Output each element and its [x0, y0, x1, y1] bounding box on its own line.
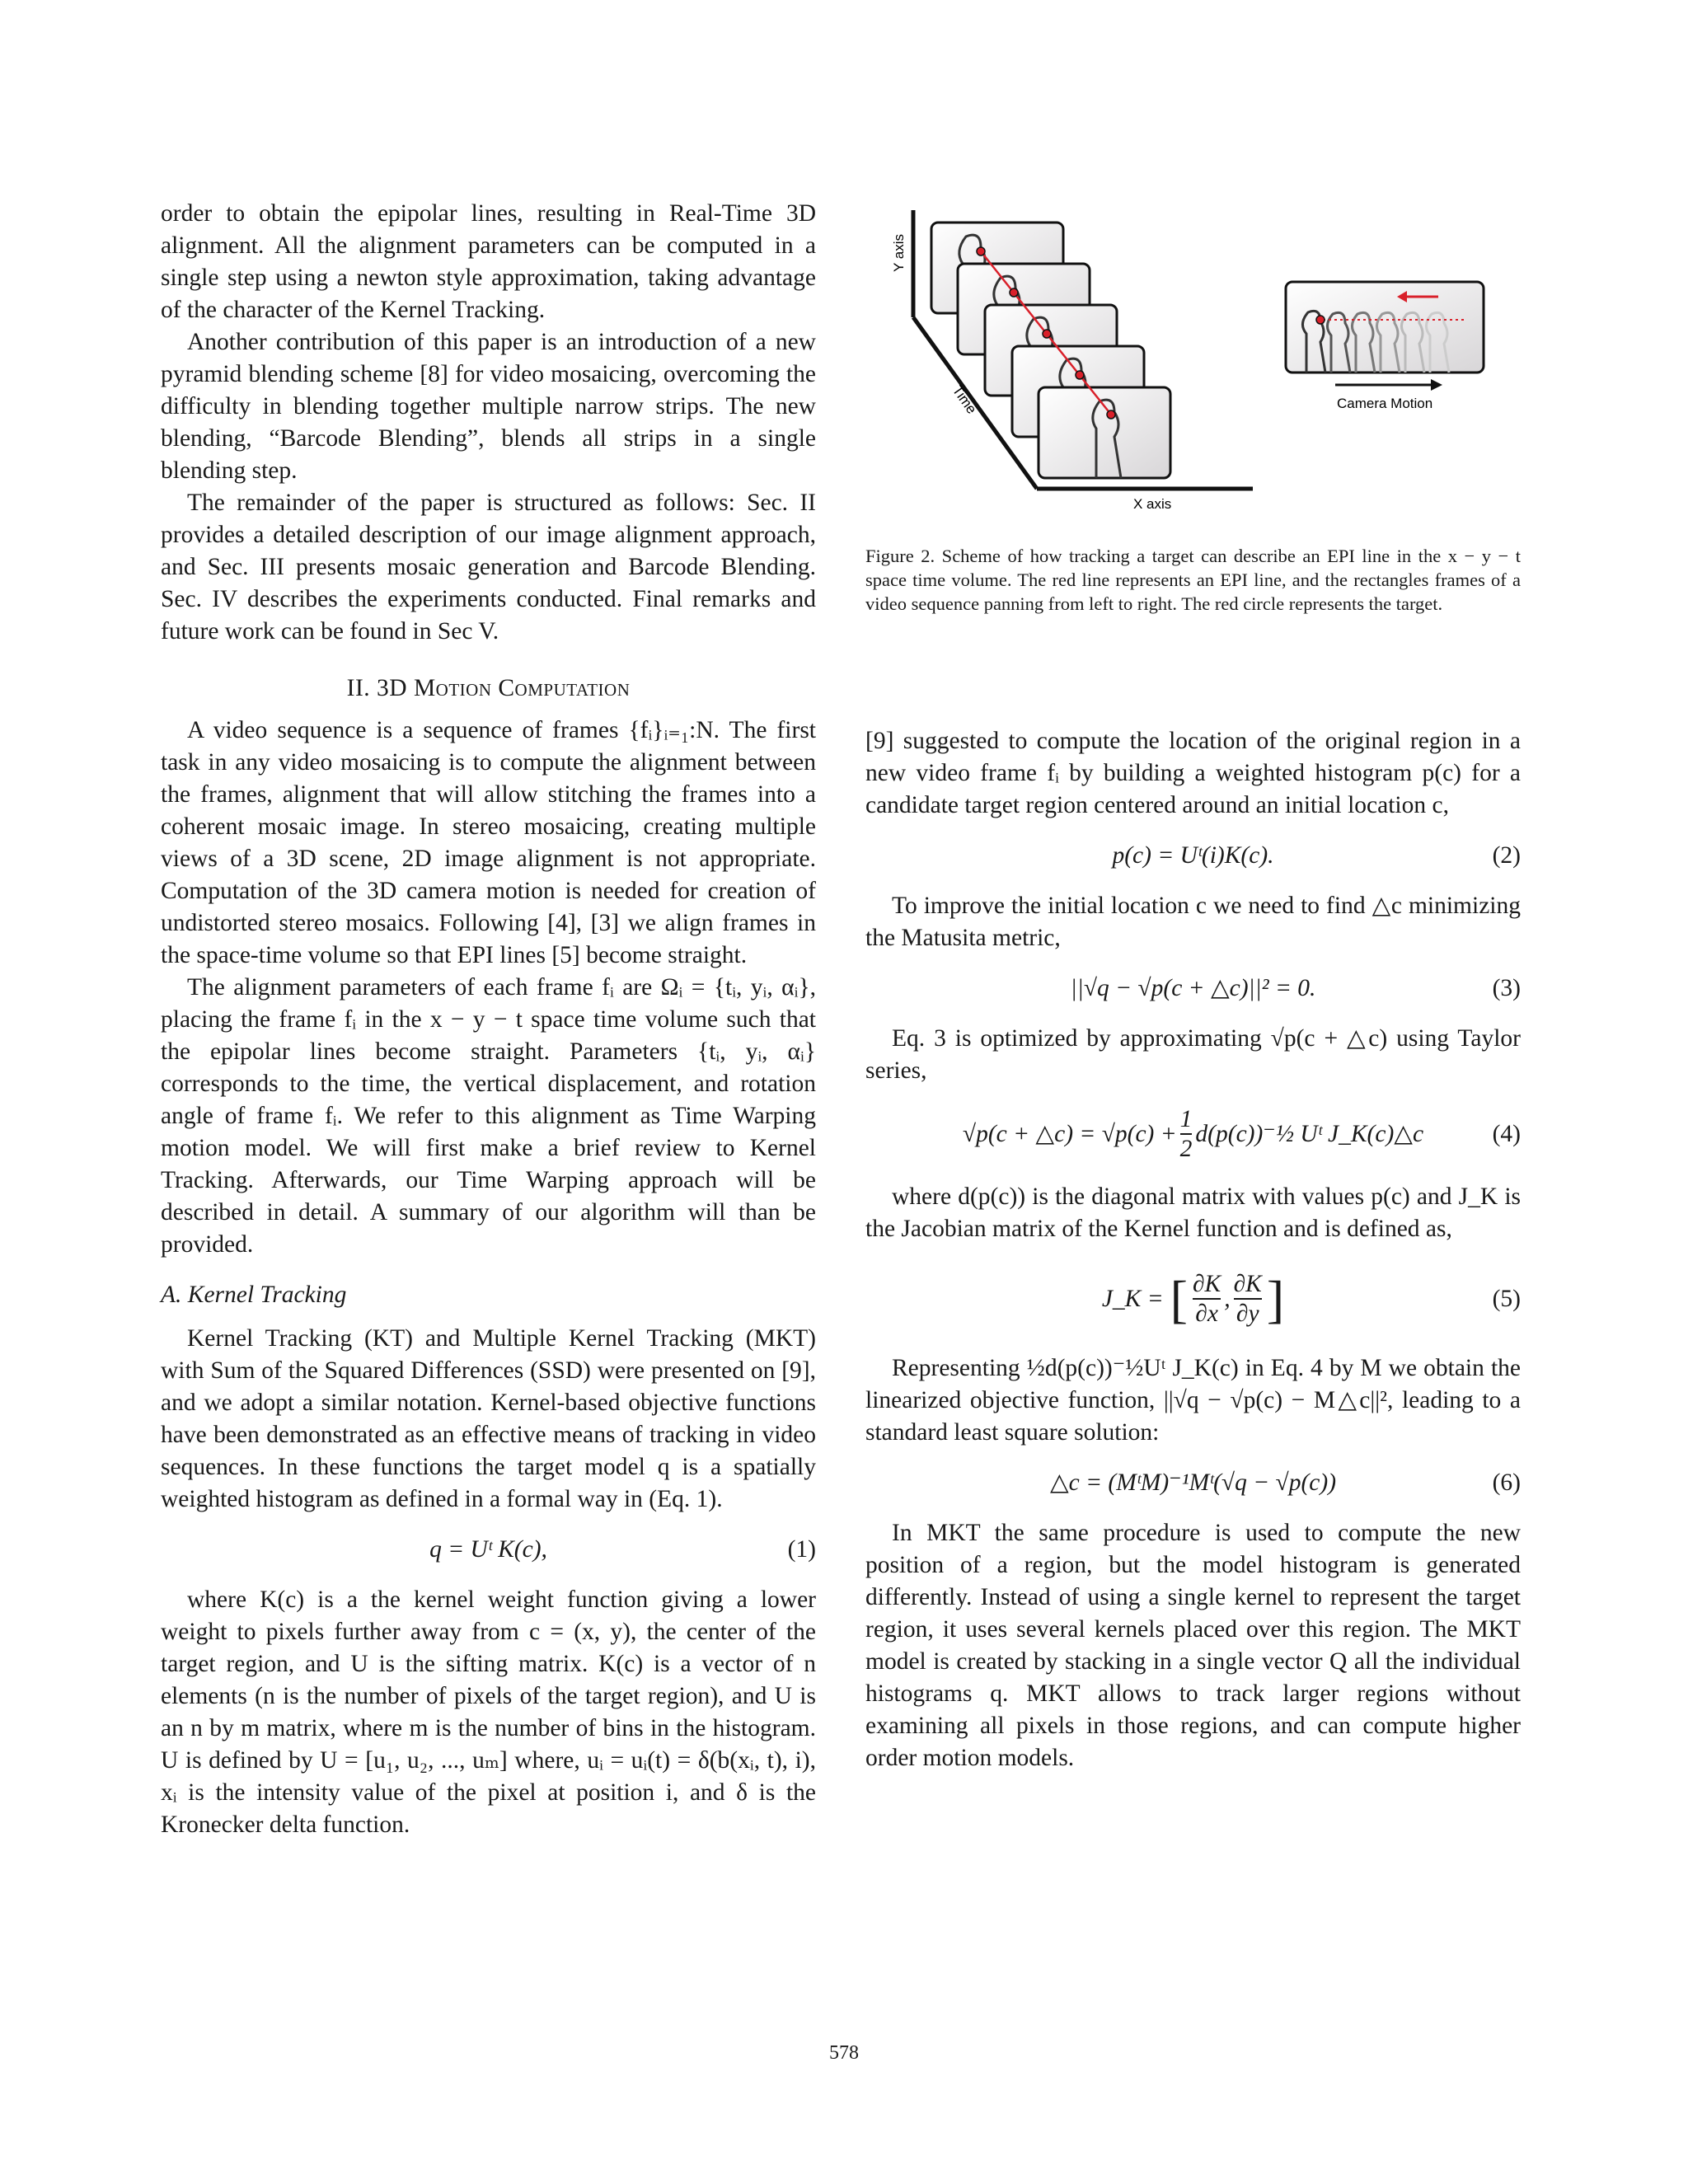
equation-left: J_K = — [1101, 1285, 1164, 1312]
paragraph: A video sequence is a sequence of frames {fᵢ}ᵢ₌₁:N. The first task in any video mosaicing is to compute the alignment between the frames, alignment that will allow stitching the frames into a coherent mosaic image. In stereo mosaicing, creating multiple views of a 3D scene, 2D image alignment is not appropriate. Computation of the 3D camera motion is needed for creation of undistorted stereo mosaics. Following [4], [3] we align frames in the space-time volume so that EPI lines [5] become straight. — [161, 717, 816, 968]
equation-number: (2) — [1492, 842, 1521, 869]
target-marker — [1076, 371, 1084, 379]
equation-left: √p(c + △c) = √p(c) + — [962, 1120, 1177, 1147]
denominator: 2 — [1179, 1136, 1193, 1162]
paragraph: Kernel Tracking (KT) and Multiple Kernel Tracking (MKT) with Sum of the Squared Differences (SSD) were presented on [9], and we adopt a similar notation. Kernel-based objective functions have been demonstrated as an effective means of tracking in video sequences. In these functions the target model q is a spatially weighted histogram as defined in a formal way in (Eq. 1). — [161, 1325, 816, 1512]
equation-right: d(p(c))⁻½ Uᵗ J_K(c)△c — [1195, 1120, 1424, 1147]
equation-3 — [865, 972, 1521, 1005]
target-marker — [1010, 288, 1018, 297]
subsection-title: A. Kernel Tracking — [161, 1282, 347, 1308]
denominator: ∂x — [1195, 1301, 1218, 1327]
target-marker — [1107, 410, 1115, 419]
equation-body: ||√q − √p(c + △c)||² = 0. — [1070, 975, 1316, 1001]
camera-motion-panel — [1286, 282, 1484, 373]
equation-6 — [865, 1467, 1521, 1499]
right-column — [865, 725, 1521, 1774]
equation-number: (1) — [787, 1536, 816, 1563]
denominator: ∂y — [1236, 1301, 1259, 1327]
paragraph: The remainder of the paper is structured as follows: Sec. II provides a detailed description of our image alignment approach, and Sec. III presents mosaic generation and Barcode Blending. Sec. IV describes the experiments conducted. Final remarks and future work can be found in Sec V. — [161, 490, 816, 644]
page-number: 578 — [829, 2042, 859, 2064]
paragraph: where d(p(c)) is the diagonal matrix with values p(c) and J_K is the Jacobian matrix of the Kernel function and is defined as, — [865, 1183, 1521, 1242]
equation-4 — [865, 1105, 1521, 1163]
target-marker — [977, 247, 985, 255]
paragraph: The alignment parameters of each frame fᵢ are Ωᵢ = {tᵢ, yᵢ, αᵢ}, placing the frame fᵢ in the x − y − t space time volume such that the epipolar lines become straight. Parameters {tᵢ, yᵢ, αᵢ} corresponds to the time, the vertical displacement, and rotation angle of frame fᵢ. We refer to this alignment as Time Warping motion model. We will first make a brief review to Kernel Tracking. Afterwards, our Time Warping approach will be described in detail. A summary of our algorithm will than be provided. — [161, 974, 816, 1258]
equation-5: J_K = [ $\frac{\partial K}{\partial x}$ , $\frac{\partial K}{\partial y}$ ] (5) — [1101, 1269, 1521, 1329]
equation-number: (3) — [1492, 975, 1521, 1001]
equation-body: q = Uᵗ K(c), — [429, 1536, 547, 1563]
camera-motion-label: Camera Motion — [1337, 396, 1433, 411]
equation-number: (5) — [1492, 1285, 1521, 1312]
fraction — [1193, 1270, 1221, 1328]
equation-number: (6) — [1492, 1469, 1521, 1496]
left-column — [161, 198, 816, 1841]
camera-motion-arrowhead — [1431, 379, 1442, 391]
time-axis-label: Time — [949, 382, 980, 417]
paragraph: Another contribution of this paper is an introduction of a new pyramid blending scheme [8] for video mosaicing, overcoming the difficulty in blending together multiple narrow strips. The new blending, “Barcode Blending”, blends all strips in a single blending step. — [161, 329, 816, 484]
paragraph: Eq. 3 is optimized by approximating √p(c + △c) using Taylor series, — [865, 1025, 1521, 1084]
fraction — [1180, 1105, 1193, 1163]
equation-2 — [865, 840, 1521, 872]
equation-body: p(c) = Uᵗ(i)K(c). — [1112, 842, 1274, 869]
paragraph: where K(c) is a the kernel weight function giving a lower weight to pixels further away from c = (x, y), the center of the target region, and U is the sifting matrix. K(c) is a vector of n elements (n is the number of pixels of the target region), and U is an n by m matrix, where m is the number of bins in the histogram. U is defined by U = [u₁, u₂, ..., uₘ] where, uᵢ = uᵢ(t) = δ(b(xᵢ, t), i), xᵢ is the intensity value of the pixel at position i, and δ is the Kronecker delta function. — [161, 1586, 816, 1838]
numerator: ∂K — [1233, 1271, 1262, 1297]
figure-2 — [865, 194, 1525, 515]
paragraph: In MKT the same procedure is used to compute the new position of a region, but the model histogram is generated differently. Instead of using a single kernel to represent the target region, it uses several kernels placed over this region. The MKT model is created by stacking in a single vector Q all the individual histograms q. MKT allows to track larger regions without examining all pixels in those regions, and can compute higher order motion models. — [865, 1520, 1521, 1771]
paragraph: order to obtain the epipolar lines, resulting in Real-Time 3D alignment. All the alignment parameters can be computed in a single step using a newton style approximation, taking advantage of the character of the Kernel Tracking. — [161, 200, 816, 323]
equation-1 — [161, 1534, 816, 1566]
x-axis-label: X axis — [1133, 496, 1172, 512]
fraction — [1234, 1270, 1262, 1328]
section-title: II. 3D Motion Computation — [346, 675, 631, 701]
paragraph: Representing ½d(p(c))⁻½Uᵗ J_K(c) in Eq. 4 by M we obtain the linearized objective function, ||√q − √p(c) − M△c||², leading to a standard least square solution: — [865, 1355, 1521, 1446]
equation-body: △c = (MᵗM)⁻¹Mᵗ(√q − √p(c)) — [1049, 1469, 1337, 1496]
y-axis-label: Y axis — [891, 234, 907, 272]
paragraph: [9] suggested to compute the location of the original region in a new video frame fᵢ by building a weighted histogram p(c) for a candidate target region centered around an initial location c, — [865, 728, 1521, 818]
frame — [1039, 387, 1170, 478]
target-marker — [1043, 330, 1051, 338]
equation-number: (4) — [1492, 1120, 1521, 1147]
figure-caption: Figure 2. Scheme of how tracking a target can describe an EPI line in the x − y − t space time volume. The red line represents an EPI line, and the rectangles frames of a video sequence panning from left to right. The red circle represents the target. — [865, 546, 1521, 614]
numerator: ∂K — [1192, 1271, 1221, 1297]
paragraph: To improve the initial location c we need to find △c minimizing the Matusita metric, — [865, 893, 1521, 951]
numerator: 1 — [1179, 1106, 1193, 1132]
